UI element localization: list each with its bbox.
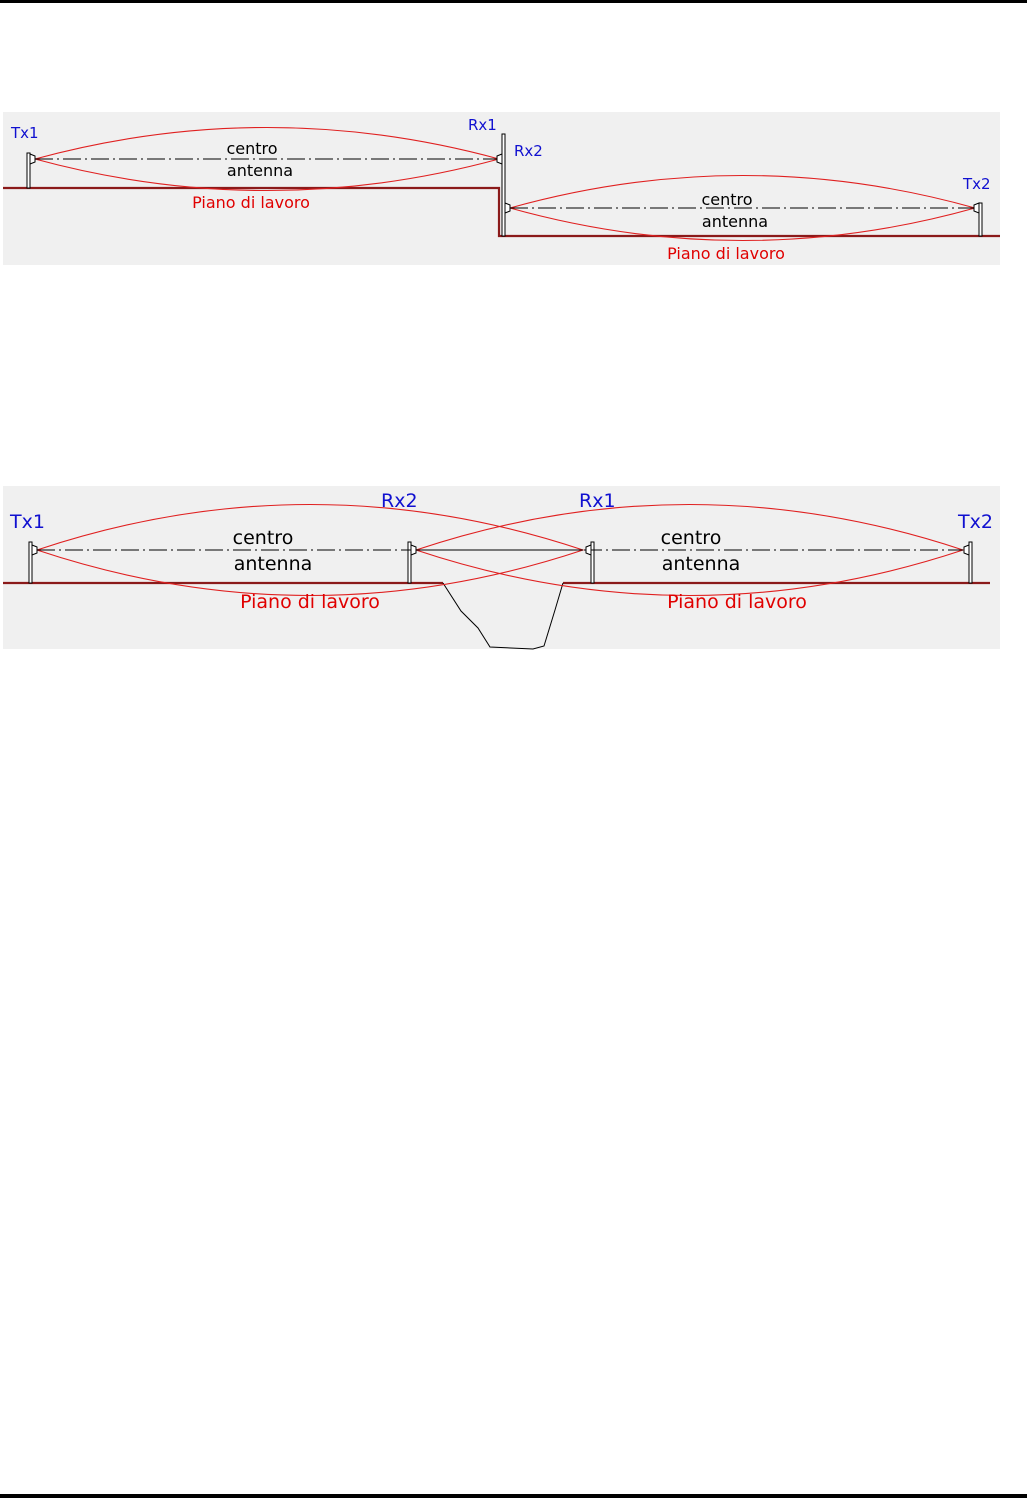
label-center-left-line2: antenna [233,553,313,575]
device-rx1 [586,545,591,555]
page-top-rule [0,0,1027,3]
label-tx2: Tx2 [963,175,991,193]
label-center-left-line1: centro [226,139,278,158]
label-tx1: Tx1 [10,511,45,533]
device-rx2 [505,203,510,213]
device-rx1 [497,154,502,164]
label-center-right-line1: centro [660,527,722,549]
page-bottom-rule [0,1494,1027,1498]
label-center-right-line1: centro [701,190,753,209]
diagram-stepped-terrain [3,112,1000,265]
label-ground-right: Piano di lavoro [667,591,807,613]
label-rx2: Rx2 [381,490,418,512]
diagram-stepped-terrain-svg [3,112,1000,265]
ditch-outline [443,583,563,649]
label-center-right-line2: antenna [701,212,769,231]
label-ground-left: Piano di lavoro [192,193,310,212]
label-ground-left: Piano di lavoro [240,591,380,613]
label-tx1: Tx1 [11,124,39,142]
diagram-ditch-terrain-svg [3,486,1000,649]
label-rx2: Rx2 [514,142,543,160]
label-center-right-line2: antenna [661,553,741,575]
device-tx2 [964,545,969,555]
device-tx2 [974,203,979,213]
label-center-left-line2: antenna [226,161,294,180]
diagram-ditch-terrain [3,486,1000,649]
device-rx2 [411,545,416,555]
label-center-left-line1: centro [232,527,294,549]
pole-rx1 [502,134,505,236]
label-rx1: Rx1 [468,116,497,134]
label-rx1: Rx1 [579,490,616,512]
device-tx1 [32,545,37,555]
label-tx2: Tx2 [958,511,993,533]
device-tx1 [30,154,35,164]
label-ground-right: Piano di lavoro [667,244,785,263]
